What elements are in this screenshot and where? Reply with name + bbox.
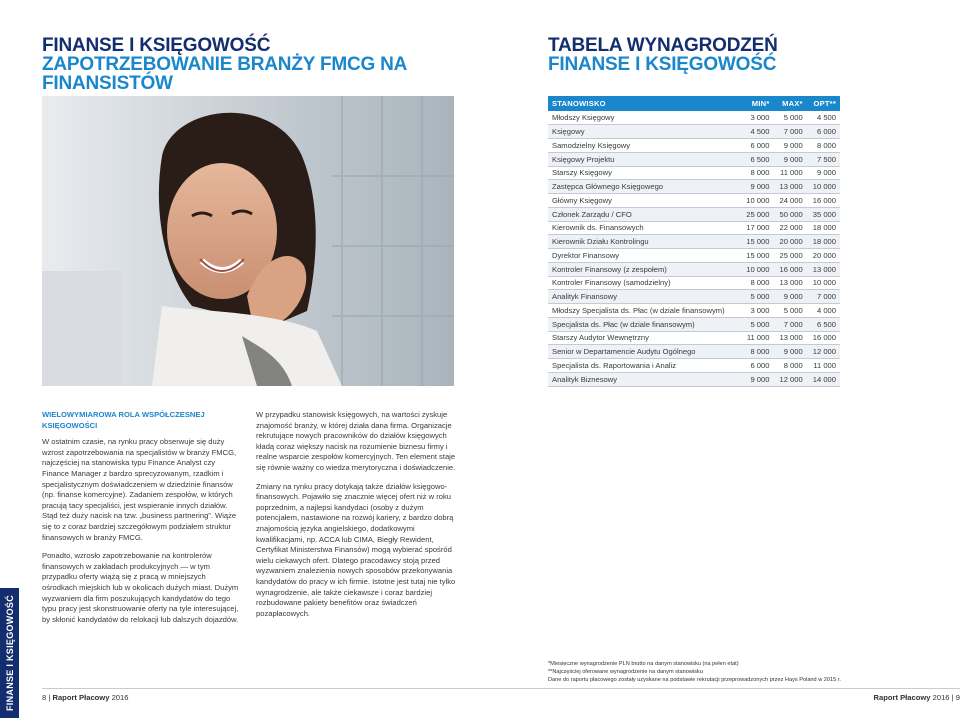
cell-opt: 6 500 [807, 317, 840, 331]
table-row [548, 262, 840, 276]
cell-max: 9 000 [773, 290, 806, 304]
cell-max: 9 000 [773, 345, 806, 359]
cell-position: Młodszy Księgowy [548, 111, 740, 125]
cell-opt: 11 000 [807, 359, 840, 373]
cell-max: 13 000 [773, 331, 806, 345]
cell-opt: 14 000 [807, 372, 840, 386]
cell-min: 11 000 [740, 331, 773, 345]
right-title-line2: FINANSE I KSIĘGOWOŚĆ [548, 54, 777, 75]
side-tab-label: FINANSE I KSIĘGOWOŚĆ [4, 594, 15, 712]
cell-min: 3 000 [740, 111, 773, 125]
left-title-line2: ZAPOTRZEBOWANIE BRANŻY FMCG NA FINANSISTÓW [42, 54, 407, 94]
table-row [548, 125, 840, 139]
cell-max: 16 000 [773, 262, 806, 276]
cell-position: Analityk Biznesowy [548, 372, 740, 386]
footnote-1: *Miesięczne wynagrodzenie PLN brutto na danym stanowisku (na pełen etat) [548, 661, 739, 667]
cell-max: 13 000 [773, 276, 806, 290]
cell-min: 25 000 [740, 207, 773, 221]
header-max: MAX* [773, 96, 806, 111]
cell-opt: 4 000 [807, 304, 840, 318]
right-title-block [548, 36, 778, 74]
cell-opt: 35 000 [807, 207, 840, 221]
cell-min: 4 500 [740, 125, 773, 139]
table-row [548, 207, 840, 221]
left-footer-separator: | [48, 693, 51, 702]
cell-position: Kontroler Finansowy (samodzielny) [548, 276, 740, 290]
left-text-column-2 [256, 410, 456, 627]
cell-max: 7 000 [773, 317, 806, 331]
cell-position: Kontroler Finansowy (z zespołem) [548, 262, 740, 276]
col1-paragraph-2: Ponadto, wzrosło zapotrzebowanie na kontrolerów finansowych w zakładach produkcyjnych — w tym przypadku oferty wiążą się z pracą w mniejszych ośrodkach miejskich lub w okolicach dużych miast. Dużym wyzwaniem dla firm poszukujących kandydatów do tego typu pracy jest skonstruowanie oferty na tyle interesującej, by skłonić kandydatów do relokacji lub dalszych dojazdów. [42, 551, 239, 624]
table-row [548, 111, 840, 125]
footnote-2: **Najczęściej oferowane wynagrodzenie na danym stanowisku [548, 669, 703, 675]
cell-max: 5 000 [773, 111, 806, 125]
cell-opt: 20 000 [807, 249, 840, 263]
cell-min: 10 000 [740, 194, 773, 208]
salary-table [548, 96, 840, 387]
cell-position: Specjalista ds. Płac (w dziale finansowym) [548, 317, 740, 331]
cell-opt: 8 000 [807, 139, 840, 153]
cell-position: Członek Zarządu / CFO [548, 207, 740, 221]
cell-min: 6 000 [740, 139, 773, 153]
cell-position: Specjalista ds. Raportowania i Analiz [548, 359, 740, 373]
col1-paragraph-1: W ostatnim czasie, na rynku pracy obserwuje się duży wzrost zapotrzebowania na specjalistów w branży FMCG, najczęściej na stanowiska typu Finance Analyst czy Finance Manager z bardzo sprecyzowanym, rzadkim i specjalistycznym doświadczeniem w dziedzinie finansów (np. finanse komercyjne). Zadaniem zespołów, w których pracują tacy specjaliści, jest wspieranie innych działów. Stąd też duży nacisk na tzw. „business partnering”. Wiąże się to z coraz bardziej szczegółowym podziałem struktur finansowych w branży FMCG. [42, 437, 237, 542]
table-row [548, 152, 840, 166]
header-position: STANOWISKO [548, 96, 740, 111]
cell-max: 12 000 [773, 372, 806, 386]
header-opt: OPT** [807, 96, 840, 111]
table-row [548, 372, 840, 386]
cell-min: 8 000 [740, 166, 773, 180]
right-footer-title: Raport Płacowy [873, 693, 931, 702]
right-footer [874, 693, 960, 702]
cell-min: 15 000 [740, 249, 773, 263]
cell-opt: 13 000 [807, 262, 840, 276]
cell-position: Księgowy [548, 125, 740, 139]
cell-position: Samodzielny Księgowy [548, 139, 740, 153]
col2-paragraph-1: W przypadku stanowisk księgowych, na wartości zyskuje znajomość branży, w której działa dana firma. Organizacje rekrutujące nowych pracowników do działów księgowych kładą coraz większy nacisk na rozumienie biznesu firmy i realne wsparcie zespołów komercyjnych. Ten element staje się równie ważny co wiedza merytoryczna i doświadczenie. [256, 410, 456, 472]
cell-position: Kierownik Działu Kontrolingu [548, 235, 740, 249]
footnotes [548, 660, 841, 684]
footnote-3: Dane do raportu płacowego zostały uzyskane na podstawie rekrutacji przeprowadzonych przez Hays Poland w 2015 r. [548, 677, 841, 683]
cell-opt: 18 000 [807, 221, 840, 235]
cell-position: Kierownik ds. Finansowych [548, 221, 740, 235]
cell-max: 9 000 [773, 152, 806, 166]
left-title-block [42, 36, 480, 93]
cell-min: 6 500 [740, 152, 773, 166]
cell-max: 5 000 [773, 304, 806, 318]
cell-position: Dyrektor Finansowy [548, 249, 740, 263]
cell-max: 11 000 [773, 166, 806, 180]
cell-max: 50 000 [773, 207, 806, 221]
cell-opt: 16 000 [807, 331, 840, 345]
cell-min: 10 000 [740, 262, 773, 276]
table-row [548, 276, 840, 290]
table-row [548, 139, 840, 153]
left-footer-year: 2016 [111, 693, 129, 702]
cell-min: 5 000 [740, 317, 773, 331]
cell-opt: 10 000 [807, 180, 840, 194]
table-row [548, 249, 840, 263]
right-title-line1: TABELA WYNAGRODZEŃ [548, 35, 778, 56]
cell-position: Zastępca Głównego Księgowego [548, 180, 740, 194]
woman-photo [42, 96, 454, 386]
table-body [548, 111, 840, 386]
right-footer-divider [480, 688, 960, 689]
table-row [548, 221, 840, 235]
cell-opt: 10 000 [807, 276, 840, 290]
table-row [548, 359, 840, 373]
cell-max: 20 000 [773, 235, 806, 249]
cell-min: 8 000 [740, 276, 773, 290]
table-row [548, 317, 840, 331]
cell-opt: 18 000 [807, 235, 840, 249]
woman-photo-image [42, 96, 454, 386]
table-row [548, 290, 840, 304]
side-section-tab [0, 588, 19, 718]
table-row [548, 235, 840, 249]
cell-min: 9 000 [740, 372, 773, 386]
cell-min: 15 000 [740, 235, 773, 249]
cell-opt: 16 000 [807, 194, 840, 208]
cell-opt: 7 500 [807, 152, 840, 166]
cell-opt: 9 000 [807, 166, 840, 180]
cell-min: 3 000 [740, 304, 773, 318]
cell-max: 22 000 [773, 221, 806, 235]
cell-min: 17 000 [740, 221, 773, 235]
cell-opt: 6 000 [807, 125, 840, 139]
right-page-number: 9 [955, 693, 960, 702]
section-heading: WIELOWYMIAROWA ROLA WSPÓŁCZESNEJ KSIĘGOWOŚCI [42, 410, 205, 430]
table-row [548, 304, 840, 318]
left-footer-title: Raport Płacowy [52, 693, 110, 702]
cell-max: 8 000 [773, 359, 806, 373]
cell-max: 9 000 [773, 139, 806, 153]
cell-min: 9 000 [740, 180, 773, 194]
cell-position: Główny Księgowy [548, 194, 740, 208]
right-footer-year: 2016 [932, 693, 950, 702]
cell-opt: 7 000 [807, 290, 840, 304]
cell-min: 5 000 [740, 290, 773, 304]
cell-position: Starszy Audytor Wewnętrzny [548, 331, 740, 345]
cell-max: 24 000 [773, 194, 806, 208]
left-page-number: 8 [42, 693, 47, 702]
table-row [548, 194, 840, 208]
cell-position: Starszy Księgowy [548, 166, 740, 180]
right-footer-separator: | [951, 693, 954, 702]
cell-position: Analityk Finansowy [548, 290, 740, 304]
cell-position: Senior w Departamencie Audytu Ogólnego [548, 345, 740, 359]
cell-position: Młodszy Specjalista ds. Płac (w dziale finansowym) [548, 304, 740, 318]
cell-min: 8 000 [740, 345, 773, 359]
table-row [548, 180, 840, 194]
table-row [548, 166, 840, 180]
cell-max: 25 000 [773, 249, 806, 263]
cell-opt: 12 000 [807, 345, 840, 359]
cell-max: 13 000 [773, 180, 806, 194]
cell-min: 6 000 [740, 359, 773, 373]
table-row [548, 331, 840, 345]
left-footer-divider [42, 688, 480, 689]
table-header-row [548, 96, 840, 111]
left-title-line1: FINANSE I KSIĘGOWOŚĆ [42, 35, 271, 56]
cell-opt: 4 500 [807, 111, 840, 125]
col2-paragraph-2: Zmiany na rynku pracy dotykają także działów księgowo-finansowych. Pojawiło się znacznie więcej ofert niż w roku poprzednim, a najlepsi kandydaci (osoby z dużym potencjałem, nastawione na rozwój kariery, z bardzo dobrą znajomością języka angielskiego, dodatkowymi kwalifikacjami, np. ACCA lub CIMA, Biegły Rewident, Certyfikat Ministerstwa Finansów) mogą wybierać spośród wielu ciekawych ofert. Dlatego pracodawcy stoją przed wyzwaniem znalezienia nowych sposobów przekonywania kandydatów do pracy w ich firmie. Istotne jest tutaj nie tylko wynagrodzenie, ale także ciekawsze i coraz bardziej rozbudowane pakiety benefitów oraz świadczeń pozapłacowych. [256, 481, 456, 618]
table-row [548, 345, 840, 359]
left-text-column-1 [42, 410, 242, 633]
header-min: MIN* [740, 96, 773, 111]
cell-position: Księgowy Projektu [548, 152, 740, 166]
cell-max: 7 000 [773, 125, 806, 139]
right-page [480, 0, 960, 718]
left-footer [42, 693, 128, 702]
